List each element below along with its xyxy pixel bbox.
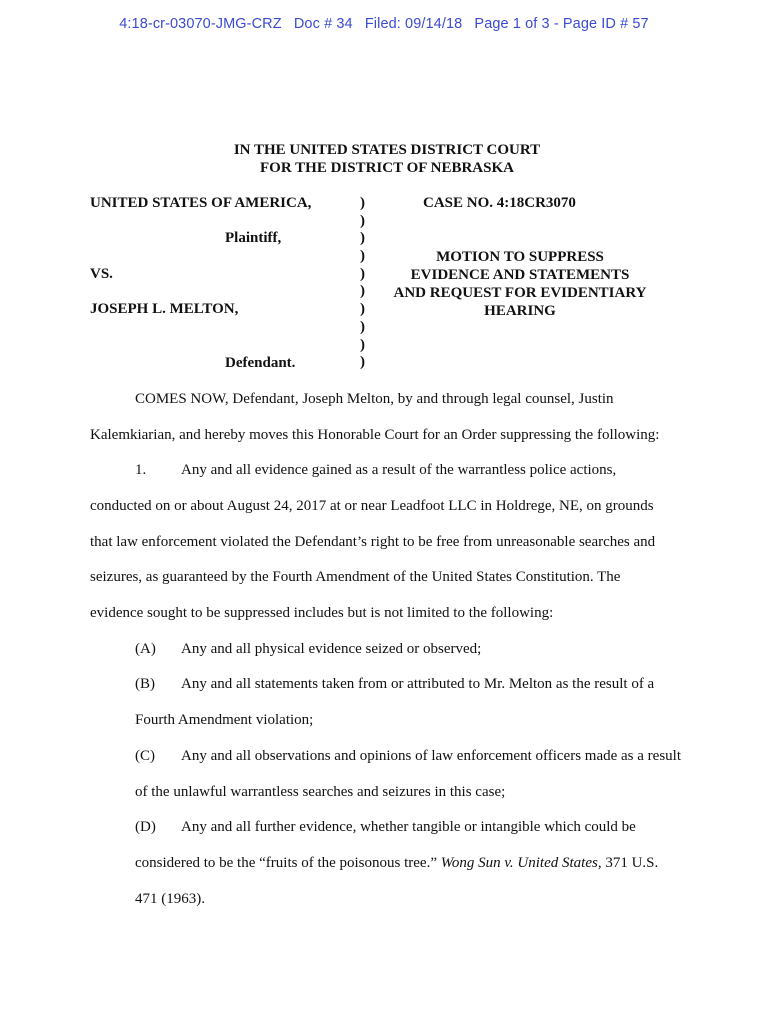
item-1-line-3: that law enforcement violated the Defendant’s right to be free from unreasonable searches and: [90, 534, 656, 550]
versus-label: VS.: [90, 266, 113, 282]
caption-paren: ): [360, 195, 365, 211]
item-d-text-pre: considered to be the “fruits of the poisonous tree.”: [135, 855, 441, 871]
filed-date: Filed: 09/14/18: [364, 16, 463, 32]
ecf-header-stamp: [0, 16, 768, 32]
case-caption: [90, 195, 710, 375]
item-a: [135, 641, 481, 658]
item-1-line-4: seizures, as guaranteed by the Fourth Amendment of the United States Constitution. The: [90, 569, 621, 585]
motion-title-line: EVIDENCE AND STATEMENTS: [410, 267, 630, 283]
item-a-text: Any and all physical evidence seized or observed;: [181, 641, 482, 657]
caption-paren: ): [360, 265, 365, 282]
item-1-text: Any and all evidence gained as a result of the warrantless police actions,: [181, 462, 617, 478]
caption-paren: ): [360, 354, 365, 371]
caption-paren: ): [360, 248, 365, 265]
plaintiff-role: Plaintiff,: [225, 230, 282, 246]
case-citation-name: Wong Sun v. United States: [440, 855, 598, 871]
item-b-label: (B): [135, 676, 155, 692]
item-d-label: (D): [135, 819, 156, 835]
motion-title-line: MOTION TO SUPPRESS: [436, 249, 604, 265]
court-title-line-2: FOR THE DISTRICT OF NEBRASKA: [260, 160, 514, 176]
caption-parenthesis-column: [360, 195, 372, 372]
intro-line-1: COMES NOW, Defendant, Joseph Melton, by and through legal counsel, Justin: [135, 391, 614, 407]
item-c-text: Any and all observations and opinions of law enforcement officers made as a result: [181, 748, 681, 764]
motion-title-line: HEARING: [484, 303, 556, 319]
item-c-line-1: [135, 748, 681, 765]
item-b-line-2: Fourth Amendment violation;: [135, 712, 314, 728]
court-title: [0, 141, 768, 177]
case-reference: 4:18-cr-03070-JMG-CRZ: [119, 16, 282, 32]
item-1-line-1: [135, 462, 616, 479]
item-c-line-2: of the unlawful warrantless searches and seizures in this case;: [135, 784, 506, 800]
defendant-name: JOSEPH L. MELTON,: [90, 301, 239, 317]
item-1-line-5: evidence sought to be suppressed includes but is not limited to the following:: [90, 605, 554, 621]
item-d-line-3: 471 (1963).: [135, 891, 205, 907]
document-number: Doc # 34: [293, 16, 353, 32]
caption-paren: ): [360, 318, 365, 335]
item-b-text: Any and all statements taken from or attributed to Mr. Melton as the result of a: [181, 676, 655, 692]
item-1-line-2: conducted on or about August 24, 2017 at or near Leadfoot LLC in Holdrege, NE, on grounds: [90, 498, 654, 514]
item-c-label: (C): [135, 748, 155, 764]
case-number: CASE NO. 4:18CR3070: [423, 195, 576, 211]
item-b-line-1: [135, 676, 654, 693]
defendant-role: Defendant.: [225, 355, 296, 371]
caption-paren: ): [360, 212, 365, 229]
court-title-line-1: IN THE UNITED STATES DISTRICT COURT: [233, 142, 541, 158]
caption-paren: ): [360, 336, 365, 353]
motion-title-line: AND REQUEST FOR EVIDENTIARY: [393, 285, 647, 301]
item-d-text: Any and all further evidence, whether tangible or intangible which could be: [181, 819, 636, 835]
caption-paren: ): [360, 230, 365, 247]
caption-paren: ): [360, 301, 365, 318]
plaintiff-name: UNITED STATES OF AMERICA,: [90, 195, 312, 211]
motion-title: [380, 248, 660, 320]
item-d-line-1: [135, 819, 636, 836]
item-a-label: (A): [135, 641, 156, 657]
item-d-line-2: [135, 855, 658, 872]
caption-paren: ): [360, 283, 365, 300]
item-d-text-post: , 371 U.S.: [597, 855, 659, 871]
item-1-number: 1.: [135, 462, 147, 478]
intro-line-2: Kalemkiarian, and hereby moves this Honorable Court for an Order suppressing the following:: [90, 427, 660, 443]
page-info: Page 1 of 3 - Page ID # 57: [474, 16, 649, 32]
